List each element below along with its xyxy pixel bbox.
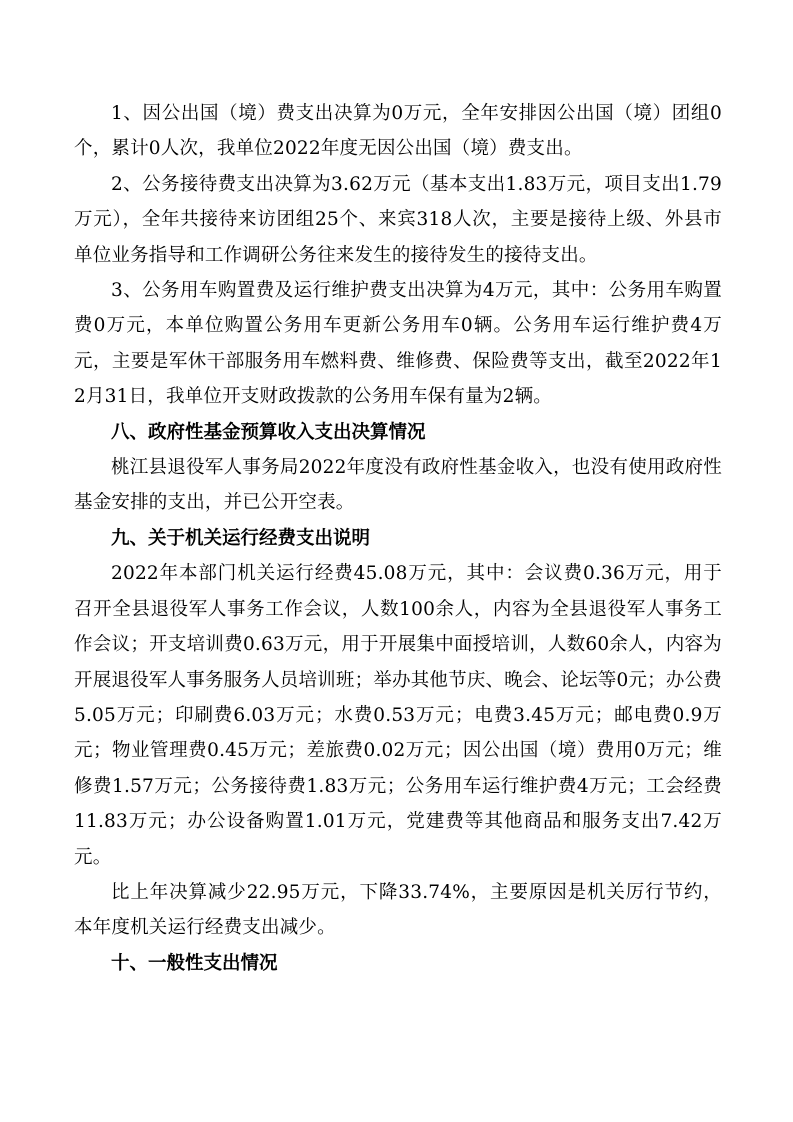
paragraph-vehicle-expense: 3、公务用车购置费及运行维护费支出决算为4万元，其中：公务用车购置费0万元，本单位购置公务用车更新公务用车0辆。公务用车运行维护费4万元，主要是军休干部服务用车燃料费、维修费、保险费等支出，截至2022年12月31日，我单位开支财政拨款的公务用车保有量为2辆。 — [74, 280, 722, 408]
document-body — [74, 96, 722, 981]
section-heading-general-expense: 十、一般性支出情况 — [111, 952, 278, 974]
paragraph-operating-expense-change: 比上年决算减少22.95万元，下降33.74%，主要原因是机关厉行节约，本年度机关运行经费支出减少。 — [74, 881, 722, 939]
paragraph-operating-expense-detail: 2022年本部门机关运行经费45.08万元，其中：会议费0.36万元，用于召开全县退役军人事务工作会议，人数100余人，内容为全县退役军人事务工作会议；开支培训费0.63万元，用于开展集中面授培训，人数60余人，内容为开展退役军人事务服务人员培训班；举办其他节庆、晚会、论坛等0元；办公费5.05万元；印刷费6.03万元；水费0.53万元；电费3.45万元；邮电费0.9万元；物业管理费0.45万元；差旅费0.02万元；因公出国（境）费用0万元；维修费1.57万元；公务接待费1.83万元；公务用车运行维护费4万元；工会经费11.83万元；办公设备购置1.01万元，党建费等其他商品和服务支出7.42万元。 — [74, 563, 722, 868]
section-heading-operating-expense: 九、关于机关运行经费支出说明 — [111, 527, 371, 549]
section-heading-government-fund: 八、政府性基金预算收入支出决算情况 — [111, 421, 426, 443]
paragraph-government-fund: 桃江县退役军人事务局2022年度没有政府性基金收入，也没有使用政府性基金安排的支出，并已公开空表。 — [74, 457, 722, 514]
paragraph-overseas-expense: 1、因公出国（境）费支出决算为0万元，全年安排因公出国（境）团组0个，累计0人次，我单位2022年度无因公出国（境）费支出。 — [74, 103, 722, 160]
paragraph-reception-expense: 2、公务接待费支出决算为3.62万元（基本支出1.83万元，项目支出1.79万元），全年共接待来访团组25个、来宾318人次，主要是接待上级、外县市单位业务指导和工作调研公务往来发生的接待发生的接待支出。 — [74, 173, 722, 266]
